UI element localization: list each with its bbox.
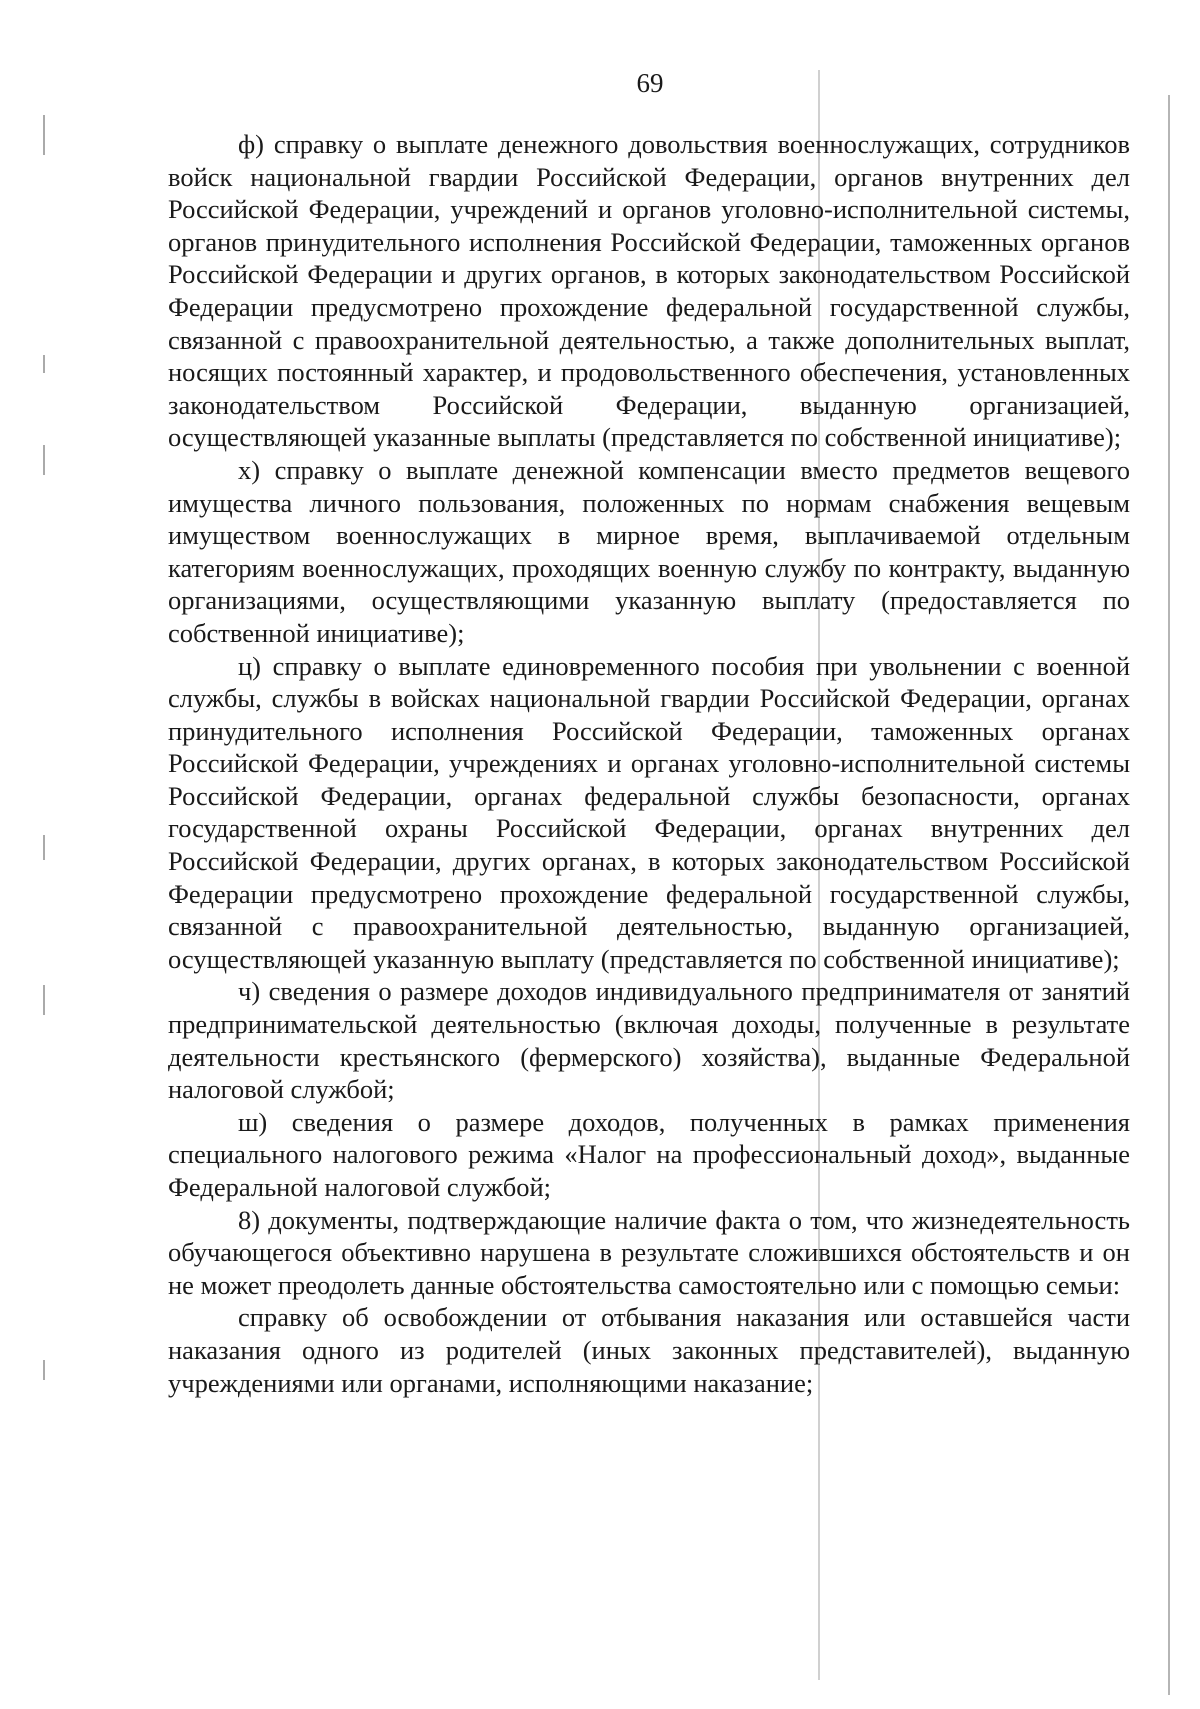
- paragraph-sh: ш) сведения о размере доходов, полученных в рамках применения специального налогового режима «Налог на профессиональный доход», выданные Федеральной налоговой службой;: [168, 1106, 1130, 1202]
- paragraph-ts: ц) справку о выплате единовременного пособия при увольнении с военной службы, службы в войсках национальной гвардии Российской Федерации, органах принудительного исполнения Российской Федерации, таможенных органах Российской Федерации, учреждениях и органах уголовно-исполнительной системы Российской Федерации, органах федеральной службы безопасности, органах государственной охраны Российской Федерации, органах внутренних дел Российской Федерации, других органах, в которых законодательством Российской Федерации предусмотрено прохождение федеральной государственной службы, связанной с правоохранительной деятельностью, выданную организацией, осуществляющей указанную выплату (представляется по собственной инициативе);: [168, 650, 1130, 974]
- scan-margin-mark: [43, 445, 45, 475]
- paragraph-f: ф) справку о выплате денежного довольствия военнослужащих, сотрудников войск национальной гвардии Российской Федерации, органов внутренних дел Российской Федерации, учреждений и органов уголовно-исполнительной системы, органов принудительного исполнения Российской Федерации, таможенных органов Российской Федерации и других органов, в которых законодательством Российской Федерации предусмотрено прохождение федеральной государственной службы, связанной с правоохранительной деятельностью, а также дополнительных выплат, носящих постоянный характер, и продовольственного обеспечения, установленных законодательством Российской Федерации, выданную организацией, осуществляющей указанные выплаты (представляется по собственной инициативе);: [168, 129, 1130, 453]
- scan-margin-mark: [43, 115, 45, 155]
- paragraph-8: 8) документы, подтверждающие наличие факта о том, что жизнедеятельность обучающегося объективно нарушена в результате сложившихся обстоятельств и он не может преодолеть данные обстоятельства самостоятельно или с помощью семьи:: [168, 1204, 1130, 1300]
- scan-margin-mark: [43, 835, 45, 860]
- page-number: 69: [636, 68, 664, 98]
- document-body: [168, 128, 1130, 1399]
- paragraph-release-certificate: справку об освобождении от отбывания наказания или оставшейся части наказания одного из родителей (иных законных представителей), выданную учреждениями или органами, исполняющими наказание;: [168, 1302, 1130, 1398]
- paragraph-ch: ч) сведения о размере доходов индивидуального предпринимателя от занятий предпринимательской деятельностью (включая доходы, полученные в результате деятельности крестьянского (фермерского) хозяйства), выданные Федеральной налоговой службой;: [168, 976, 1130, 1105]
- scan-margin-mark: [43, 355, 45, 373]
- scan-edge-line: [1168, 95, 1170, 1695]
- scan-margin-mark: [43, 985, 45, 1015]
- scan-margin-mark: [43, 1360, 45, 1380]
- paragraph-h: х) справку о выплате денежной компенсации вместо предметов вещевого имущества личного пользования, положенных по нормам снабжения вещевым имуществом военнослужащих в мирное время, выплачиваемой отдельным категориям военнослужащих, проходящих военную службу по контракту, выданную организациями, осуществляющими указанную выплату (предоставляется по собственной инициативе);: [168, 454, 1130, 648]
